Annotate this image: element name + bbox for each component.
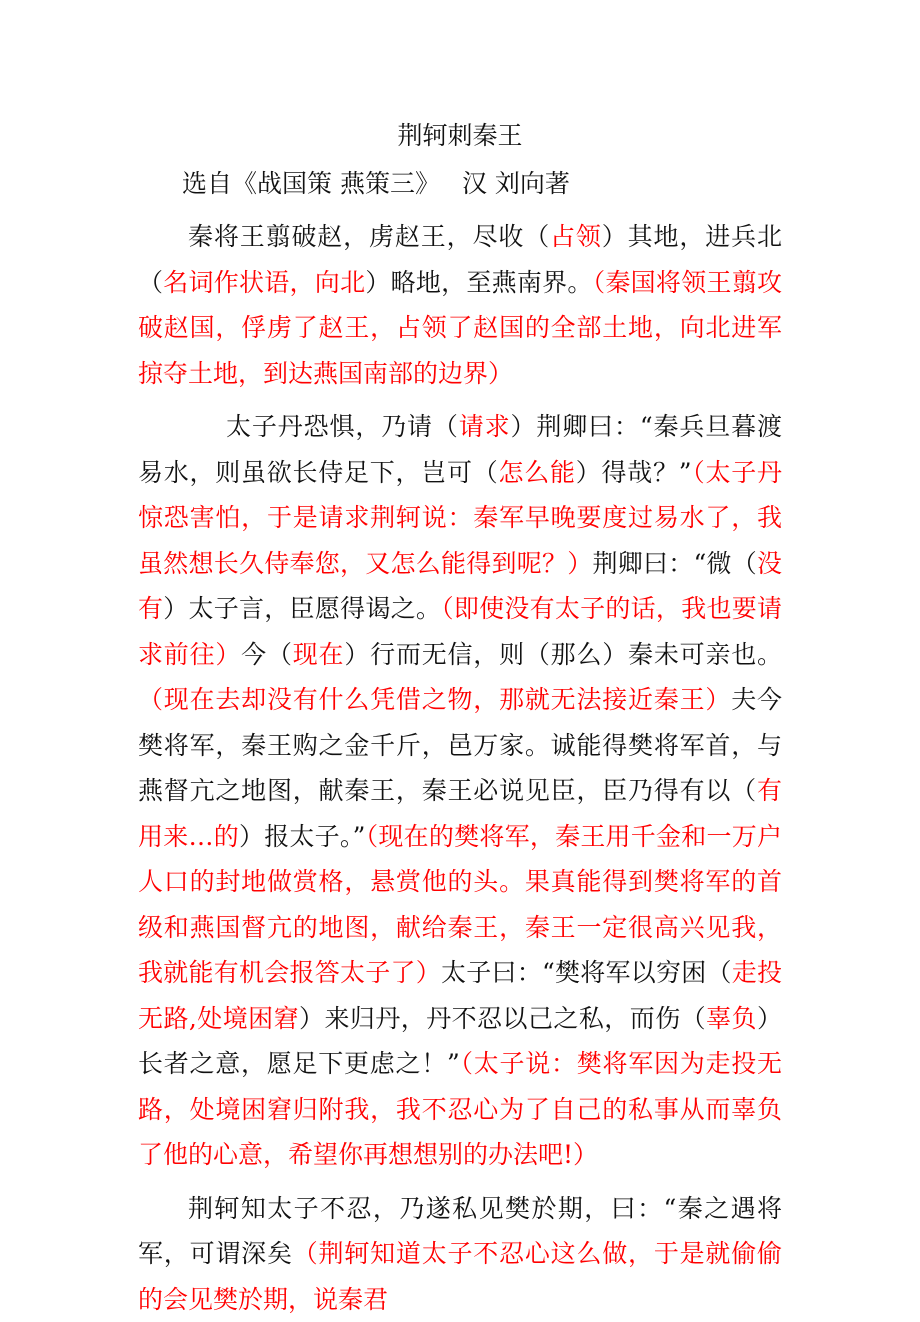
annotation-text: 没有 [138,549,782,624]
document-body [138,214,782,1322]
annotation-text: 有用来…的 [138,776,782,851]
original-text: 荆卿曰：“微（ [592,549,757,578]
original-text: 太子曰：“樊将军以穷困（ [441,958,732,987]
annotation-text: （现在去却没有什么凭借之物，那就无法接近秦王） [138,685,731,714]
original-text: 夫今樊将军，秦王购之金千斤，邑万家。诚能得樊将军首，与燕督亢之地图，献秦王，秦王必说见臣，臣乃得有以（ [138,685,782,805]
annotation-text: （太子丹惊恐害怕，于是请求荆轲说：秦军早晚要度过易水了，我虽然想长久侍奉您，又怎么能得到呢？） [138,458,782,578]
annotation-text: （现在的樊将军，秦王用千金和一万户人口的封地做赏格，悬赏他的头。果真能得到樊将军的首级和燕国督亢的地图，献给秦王，秦王一定很高兴见我，我就能有机会报答太子了） [138,822,782,988]
original-text: 太子丹恐惧，乃请（ [226,412,459,441]
original-text: ）报太子。” [239,822,365,851]
annotation-text: 现在 [293,640,345,669]
annotation-text: 怎么能 [498,458,575,487]
annotation-text: （荆轲知道太子不忍心这么做，于是就偷偷的会见樊於期，说秦君 [138,1239,782,1314]
original-text: 荆轲知太子不忍，乃遂私见樊於期，曰：“秦之遇将军，可谓深矣 [138,1194,782,1269]
original-text: ）其地，进兵北（ [138,222,782,297]
annotation-text: （秦国将领王翦攻破赵国，俘虏了赵王，占领了赵国的全部土地，向北进军掠夺土地，到达燕国南部的边界） [138,268,782,388]
annotation-text: （即使没有太子的话，我也要请求前往） [138,594,782,669]
source-line [138,166,782,202]
original-text: 今（ [241,640,293,669]
original-text: 秦将王翦破赵，虏赵王，尽收（ [188,222,550,251]
original-text: ）得哉？” [576,458,692,487]
source-author: 汉 刘向著 [462,169,570,198]
annotation-text: 辜负 [706,1004,757,1033]
original-text: ）略地，至燕南界。 [365,268,592,297]
page-title: 荆轲刺秦王 [138,118,782,154]
annotation-text: 走投无路,处境困窘 [138,958,782,1033]
source-work: 选自《战国策 燕策三》 [182,169,440,198]
paragraph-p1 [138,214,782,396]
annotation-text: 请求 [459,412,511,441]
annotation-text: 占领 [550,222,602,251]
original-text: ）长者之意，愿足下更虑之！” [138,1004,782,1079]
original-text: ）来归丹，丹不忍以己之私，而伤（ [299,1004,706,1033]
annotation-text: （太子说：樊将军因为走投无路，处境困窘归附我，我不忍心为了自己的私事从而辜负了他的心意，希望你再想想别的办法吧!） [138,1049,782,1169]
original-text: ）行而无信，则（那么）秦未可亲也。 [344,640,782,669]
annotation-text: 名词作状语，向北 [163,268,365,297]
paragraph-p2 [138,404,782,1178]
original-text: ）太子言，臣愿得谒之。 [163,594,441,623]
original-text: ）荆卿曰：“秦兵旦暮渡易水，则虽欲长侍足下，岂可（ [138,412,782,487]
